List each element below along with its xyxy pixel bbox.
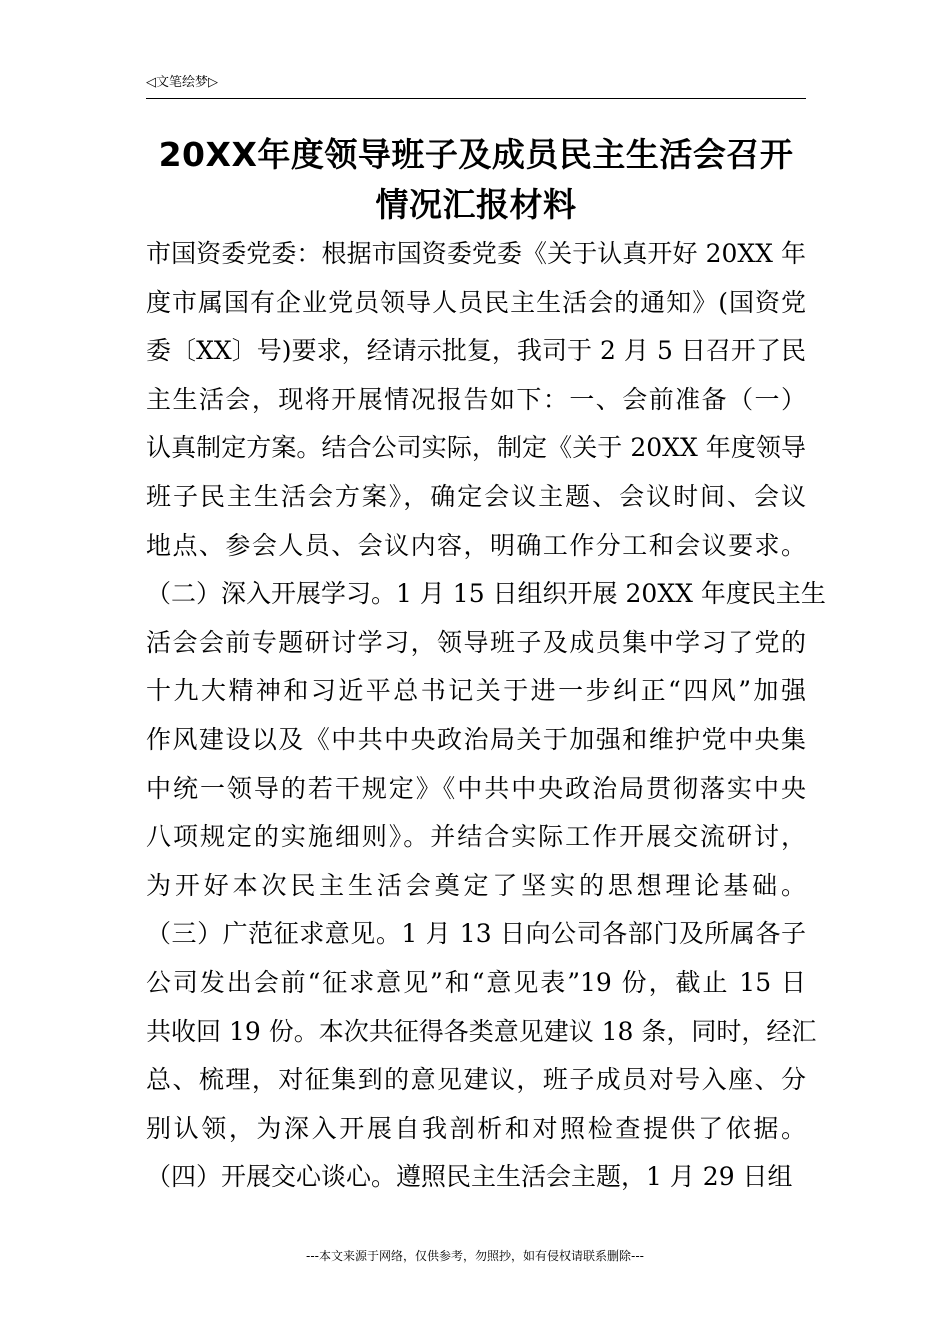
body-line: 中统一领导的若干规定》《中共中央政治局贯彻落实中央 bbox=[146, 773, 806, 803]
page-title bbox=[146, 130, 806, 230]
body-line: 主生活会，现将开展情况报告如下：一、会前准备（一） bbox=[146, 384, 806, 414]
body-line: 共收回 19 份。本次共征得各类意见建议 18 条，同时，经汇 bbox=[146, 1016, 817, 1046]
body-line: 度市属国有企业党员领导人员民主生活会的通知》(国资党 bbox=[146, 287, 806, 317]
body-line: 为开好本次民主生活会奠定了坚实的思想理论基础。 bbox=[146, 870, 806, 900]
body-line: 公司发出会前“征求意见”和“意见表”19 份，截止 15 日 bbox=[146, 967, 806, 997]
body-line: 活会会前专题研讨学习，领导班子及成员集中学习了党的 bbox=[146, 627, 806, 657]
body-line: （二）深入开展学习。1 月 15 日组织开展 20XX 年度民主生 bbox=[146, 579, 826, 609]
header-brand: ◁文笔绘梦▷ bbox=[146, 75, 218, 90]
body-line: 总、梳理，对征集到的意见建议，班子成员对号入座、分 bbox=[146, 1065, 806, 1095]
body-line: 认真制定方案。结合公司实际，制定《关于 20XX 年度领导 bbox=[146, 433, 806, 463]
body-line: （四）开展交心谈心。遵照民主生活会主题，1 月 29 日组 bbox=[146, 1162, 793, 1192]
body-line: 委〔XX〕号)要求，经请示批复，我司于 2 月 5 日召开了民 bbox=[146, 336, 806, 366]
body-line: 八项规定的实施细则》。并结合实际工作开展交流研讨， bbox=[146, 822, 806, 852]
body-paragraph bbox=[146, 230, 826, 1202]
footer-notice: ---本文来源于网络，仅供参考，勿照抄，如有侵权请联系删除--- bbox=[306, 1249, 644, 1263]
title-line-1: 20XX年度领导班子及成员民主生活会召开 bbox=[158, 135, 794, 174]
body-line: 地点、参会人员、会议内容，明确工作分工和会议要求。 bbox=[146, 530, 806, 560]
title-line-2: 情况汇报材料 bbox=[375, 185, 577, 224]
body-line: 别认领，为深入开展自我剖析和对照检查提供了依据。 bbox=[146, 1113, 806, 1143]
body-line: 班子民主生活会方案》，确定会议主题、会议时间、会议 bbox=[146, 481, 806, 511]
body-line: 市国资委党委：根据市国资委党委《关于认真开好 20XX 年 bbox=[146, 239, 806, 268]
body-line: （三）广范征求意见。1 月 13 日向公司各部门及所属各子 bbox=[146, 919, 806, 949]
body-line: 十九大精神和习近平总书记关于进一步纠正“四风”加强 bbox=[146, 676, 806, 706]
body-line: 作风建设以及《中共中央政治局关于加强和维护党中央集 bbox=[146, 724, 806, 754]
header-divider bbox=[146, 98, 806, 99]
